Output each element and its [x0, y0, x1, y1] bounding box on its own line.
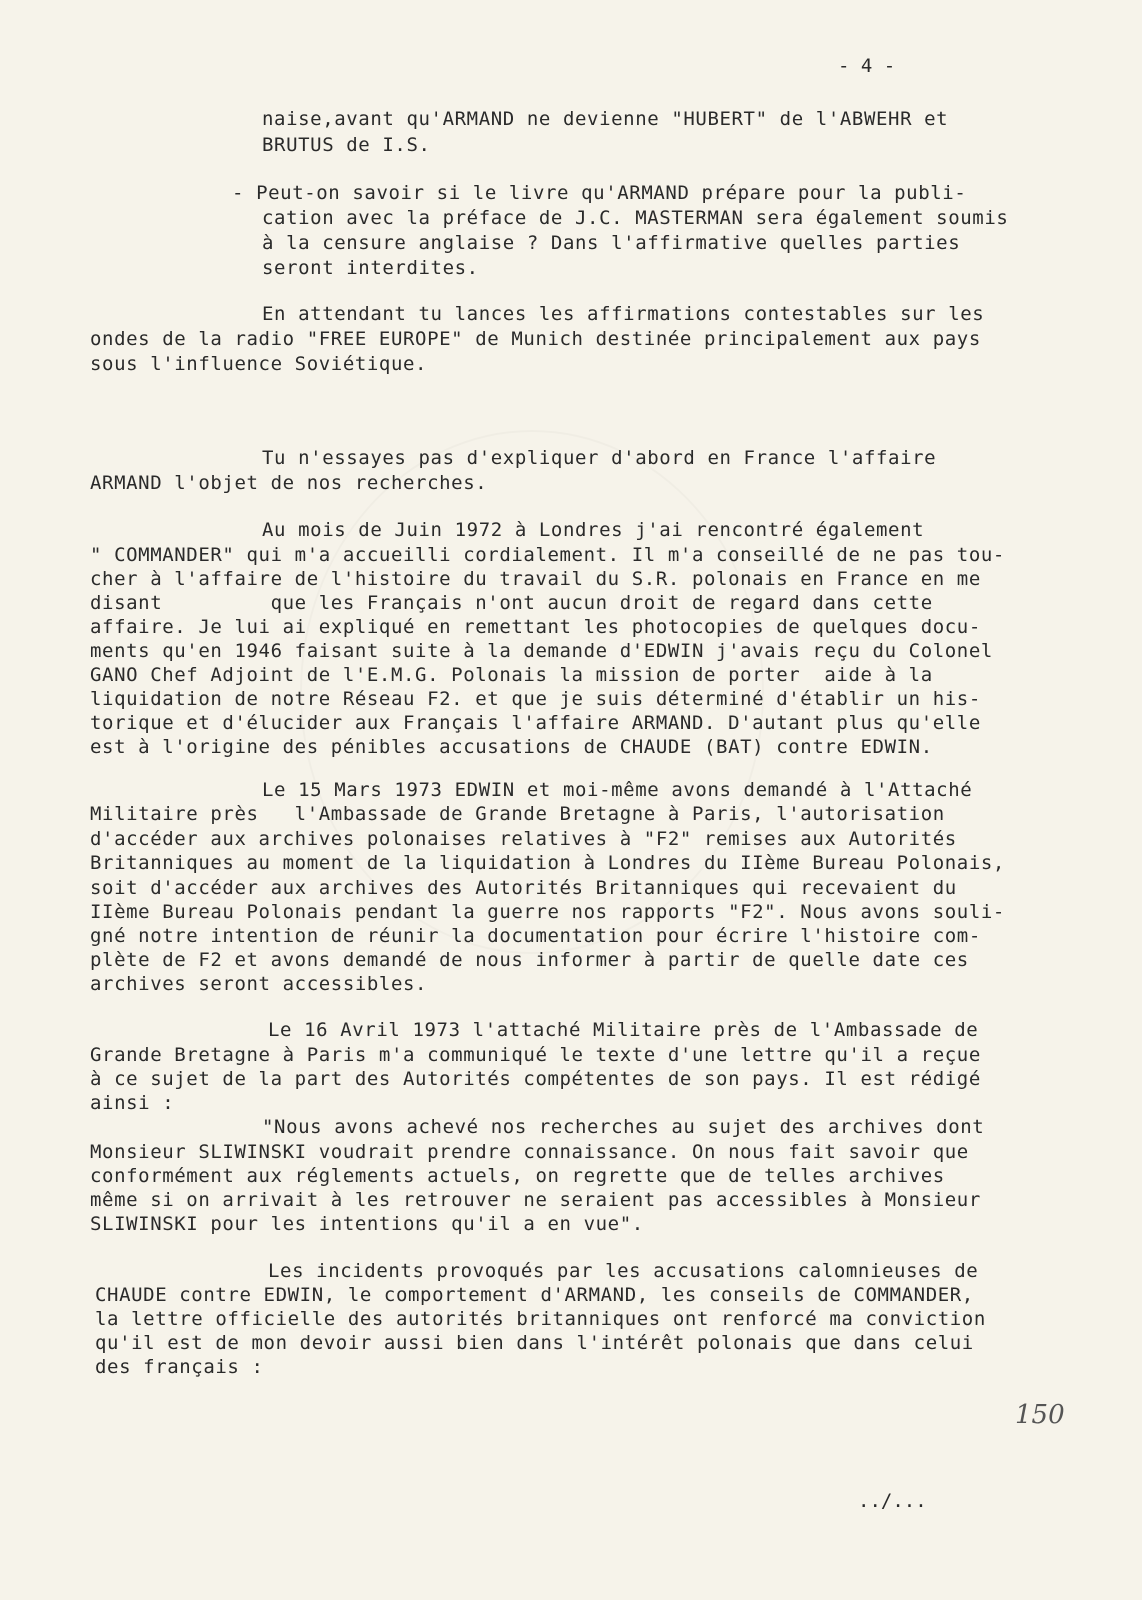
- text-line: BRUTUS de I.S.: [262, 134, 431, 156]
- page-number: - 4 -: [838, 55, 896, 77]
- text-line: plète de F2 et avons demandé de nous informer à partir de quelle date ces: [90, 949, 969, 971]
- text-line: sous l'influence Soviétique.: [90, 353, 428, 375]
- text-line: la lettre officielle des autorités britanniques ont renforcé ma conviction: [95, 1308, 986, 1330]
- text-line: Militaire près l'Ambassade de Grande Bretagne à Paris, l'autorisation: [90, 803, 945, 825]
- text-line: même si on arrivait à les retrouver ne seraient pas accessibles à Monsieur: [90, 1189, 981, 1211]
- text-line: affaire. Je lui ai expliqué en remettant les photocopies de quelques docu-: [90, 616, 981, 638]
- text-line: ondes de la radio "FREE EUROPE" de Munich destinée principalement aux pays: [90, 328, 981, 350]
- text-line: des français :: [95, 1356, 264, 1378]
- text-line: Britanniques au moment de la liquidation à Londres du IIème Bureau Polonais,: [90, 852, 1005, 874]
- text-line: CHAUDE contre EDWIN, le comportement d'ARMAND, les conseils de COMMANDER,: [95, 1284, 974, 1306]
- text-line: En attendant tu lances les affirmations contestables sur les: [262, 303, 985, 325]
- text-line: liquidation de notre Réseau F2. et que je suis déterminé d'établir un his-: [90, 688, 981, 710]
- text-line: Le 16 Avril 1973 l'attaché Militaire près de l'Ambassade de: [268, 1019, 979, 1041]
- text-line: à ce sujet de la part des Autorités compétentes de son pays. Il est rédigé: [90, 1068, 981, 1090]
- text-line: est à l'origine des pénibles accusations de CHAUDE (BAT) contre EDWIN.: [90, 736, 933, 758]
- text-line: gné notre intention de réunir la documentation pour écrire l'histoire com-: [90, 925, 981, 947]
- text-line: ainsi :: [90, 1092, 175, 1114]
- text-line: GANO Chef Adjoint de l'E.M.G. Polonais la mission de porter aide à la: [90, 664, 933, 686]
- text-line: cher à l'affaire de l'histoire du travail du S.R. polonais en France en me: [90, 568, 981, 590]
- continuation-marker: ../...: [858, 1490, 927, 1512]
- text-line: ARMAND l'objet de nos recherches.: [90, 472, 488, 494]
- text-line: soit d'accéder aux archives des Autorités Britanniques qui recevaient du: [90, 877, 957, 899]
- text-line: Grande Bretagne à Paris m'a communiqué le texte d'une lettre qu'il a reçue: [90, 1044, 981, 1066]
- text-line: Monsieur SLIWINSKI voudrait prendre connaissance. On nous fait savoir que: [90, 1141, 969, 1163]
- text-line: Tu n'essayes pas d'expliquer d'abord en France l'affaire: [262, 447, 937, 469]
- text-line: à la censure anglaise ? Dans l'affirmative quelles parties: [262, 232, 961, 254]
- text-line: Les incidents provoqués par les accusations calomnieuses de: [268, 1260, 979, 1282]
- text-line: IIème Bureau Polonais pendant la guerre nos rapports "F2". Nous avons souli-: [90, 901, 1005, 923]
- text-line: qu'il est de mon devoir aussi bien dans l'intérêt polonais que dans celui: [95, 1332, 974, 1354]
- text-line: SLIWINSKI pour les intentions qu'il a en vue".: [90, 1213, 644, 1235]
- text-line: "Nous avons achevé nos recherches au sujet des archives dont: [262, 1116, 985, 1138]
- text-line: conformément aux réglements actuels, on regrette que de telles archives: [90, 1165, 945, 1187]
- text-line: ments qu'en 1946 faisant suite à la demande d'EDWIN j'avais reçu du Colonel: [90, 640, 993, 662]
- text-line: archives seront accessibles.: [90, 973, 428, 995]
- text-line: - Peut-on savoir si le livre qu'ARMAND prépare pour la publi-: [232, 182, 967, 204]
- text-line: Au mois de Juin 1972 à Londres j'ai rencontré également: [262, 519, 925, 541]
- text-line: d'accéder aux archives polonaises relatives à "F2" remises aux Autorités: [90, 828, 957, 850]
- text-line: Le 15 Mars 1973 EDWIN et moi-même avons demandé à l'Attaché: [262, 779, 973, 801]
- text-line: cation avec la préface de J.C. MASTERMAN sera également soumis: [262, 207, 1009, 229]
- text-line: naise,avant qu'ARMAND ne devienne "HUBERT" de l'ABWEHR et: [262, 108, 949, 130]
- text-line: " COMMANDER" qui m'a accueilli cordialement. Il m'a conseillé de ne pas tou-: [90, 544, 1005, 566]
- text-line: disant que les Français n'ont aucun droit de regard dans cette: [90, 592, 933, 614]
- handwritten-page-annotation: 150: [1015, 1400, 1065, 1430]
- text-line: seront interdites.: [262, 257, 479, 279]
- text-line: torique et d'élucider aux Français l'affaire ARMAND. D'autant plus qu'elle: [90, 712, 981, 734]
